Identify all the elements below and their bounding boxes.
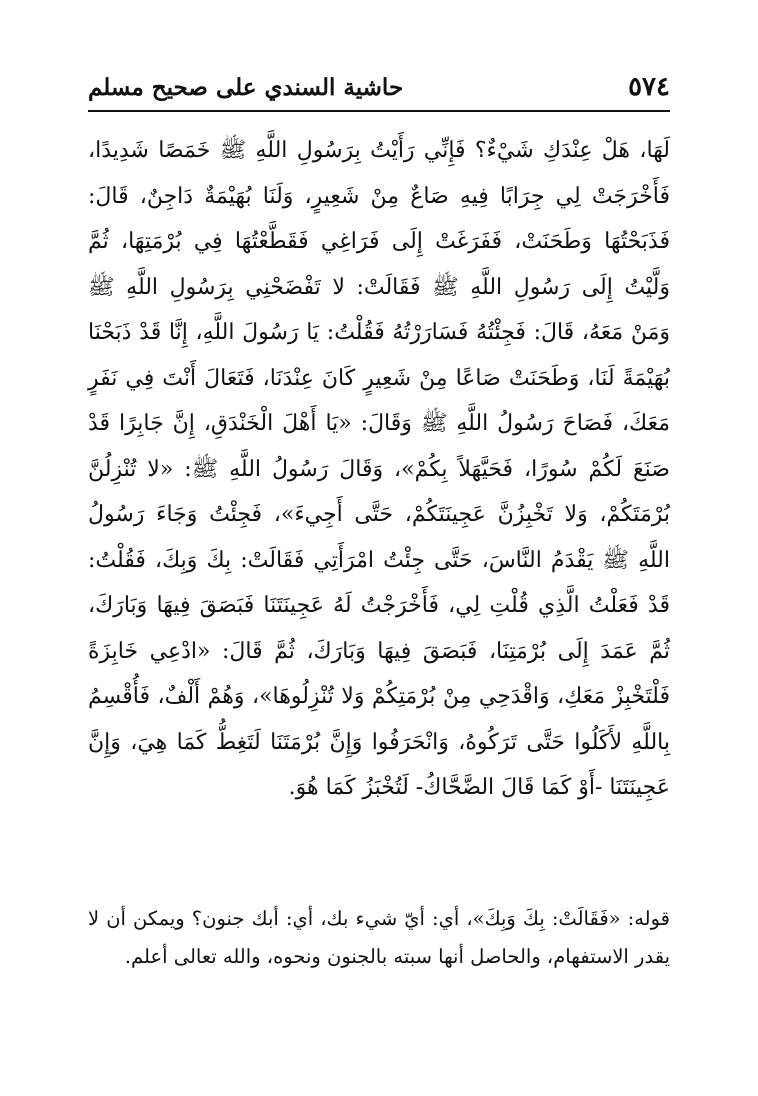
hadith-text: لَهَا، هَلْ عِنْدَكِ شَيْءٌ؟ فَإِنِّي رَأَيْتُ بِرَسُولِ اللَّهِ ﷺ خَمَصًا شَدِيدًا، فَأَخْرَجَتْ لِي جِرَابًا فِيهِ صَاعٌ مِنْ شَعِيرٍ، وَلَنَا بُهَيْمَةٌ دَاجِنٌ، قَالَ: فَذَبَحْتُهَا وَطَحَنَتْ، فَفَرَغَتْ إِلَى فَرَاغِي فَقَطَّعْتُهَا فِي بُرْمَتِهَا، ثُمَّ وَلَّيْتُ إِلَى رَسُولِ اللَّهِ ﷺ فَقَالَتْ: لا تَفْضَحْنِي بِرَسُولِ اللَّهِ ﷺ وَمَنْ مَعَهُ، قَالَ: فَجِئْتُهُ فَسَارَرْتُهُ فَقُلْتُ: يَا رَسُولَ اللَّهِ، إِنَّا قَدْ ذَبَحْنَا بُهَيْمَةً لَنَا، وَطَحَنَتْ صَاعًا مِنْ شَعِيرٍ كَانَ عِنْدَنَا، فَتَعَالَ أَنْتَ فِي نَفَرٍ مَعَكَ، فَصَاحَ رَسُولُ اللَّهِ ﷺ وَقَالَ: «يَا أَهْلَ الْخَنْدَقِ، إِنَّ جَابِرًا قَدْ صَنَعَ لَكُمْ سُورًا، فَحَيَّهَلاً بِكُمْ»، وَقَالَ رَسُولُ اللَّهِ ﷺ: «لا تُنْزِلُنَّ بُرْمَتَكُمْ، وَلا تَخْبِزُنَّ عَجِينَتَكُمْ، حَتَّى أَجِيءَ»، فَجِئْتُ وَجَاءَ رَسُولُ اللَّهِ ﷺ يَقْدَمُ النَّاسَ، حَتَّى جِئْتُ امْرَأَتِي فَقَالَتْ: بِكَ وَبِكَ، فَقُلْتُ: قَدْ فَعَلْتُ الَّذِي قُلْتِ لِي، فَأَخْرَجْتُ لَهُ عَجِينَتَنَا فَبَصَقَ فِيهَا وَبَارَكَ، ثُمَّ عَمَدَ إِلَى بُرْمَتِنَا، فَبَصَقَ فِيهَا وَبَارَكَ، ثُمَّ قَالَ: «ادْعِي خَابِزَةً فَلْتَخْبِزْ مَعَكِ، وَاقْدَحِي مِنْ بُرْمَتِكُمْ وَلا تُنْزِلُوهَا»، وَهُمْ أَلْفٌ، فَأُقْسِمُ بِاللَّهِ لأَكَلُوا حَتَّى تَرَكُوهُ، وَانْحَرَفُوا وَإِنَّ بُرْمَتَنَا لَتَغِطُّ كَمَا هِيَ، وَإِنَّ عَجِينَتَنَا -أَوْ كَمَا قَالَ الضَّحَّاكُ- لَتُخْبَزُ كَمَا هُوَ. [88, 138, 670, 800]
page-number: ٥٧٤ [628, 72, 670, 102]
running-title: حاشية السندي على صحيح مسلم [88, 74, 404, 101]
header-divider [88, 110, 670, 112]
commentary-note: قوله: «فَقَالَتْ: بِكَ وَبِكَ»، أي: أيّ شيء بك، أي: أبك جنون؟ ويمكن أن لا يقدر الاستفهام، والحاصل أنها سبته بالجنون ونحوه، والله تعالى أعلم. [88, 907, 670, 968]
page-header [88, 68, 670, 108]
